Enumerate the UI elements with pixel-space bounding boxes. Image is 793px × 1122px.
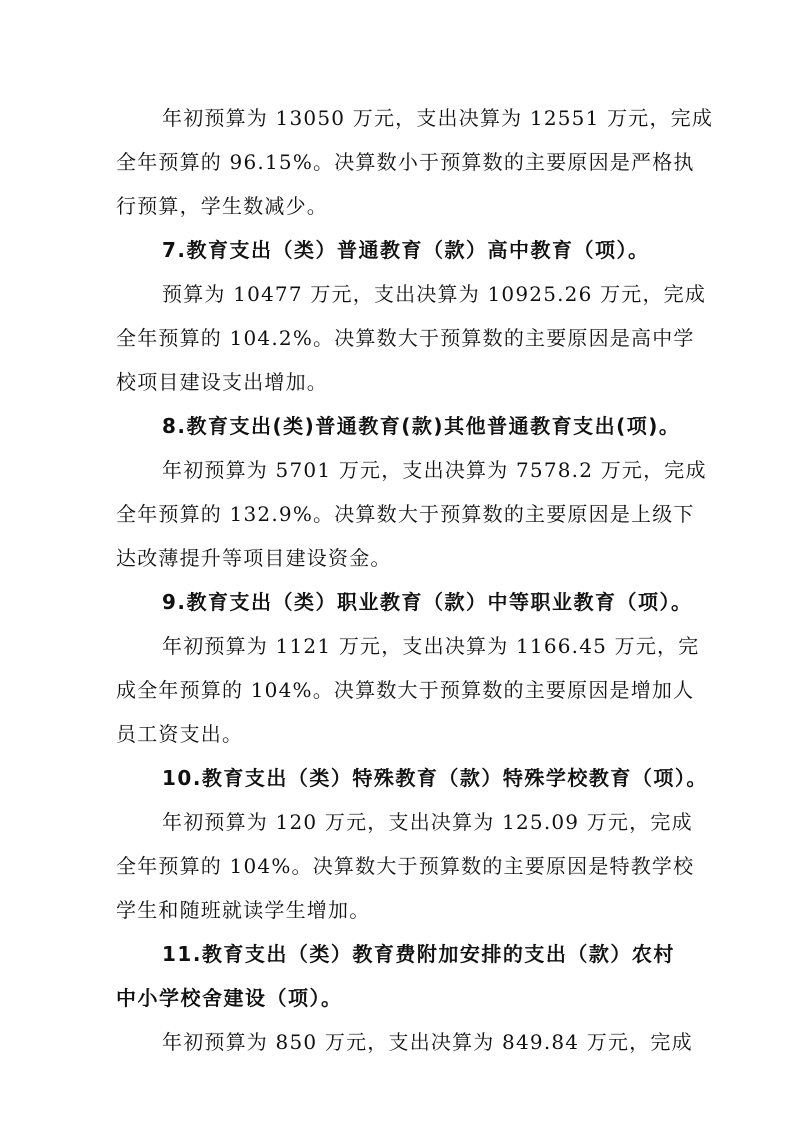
paragraph-line: 达改薄提升等项目建设资金。 [116, 546, 392, 570]
paragraph-line: 全年预算的 104.2%。决算数大于预算数的主要原因是高中学 [116, 326, 695, 350]
section-heading-11: 11.教育支出（类）教育费附加安排的支出（款）农村 [162, 942, 675, 966]
section-heading-8: 8.教育支出(类)普通教育(款)其他普通教育支出(项)。 [162, 414, 681, 438]
paragraph-line: 年初预算为 120 万元，支出决算为 125.09 万元，完成 [162, 810, 693, 834]
paragraph-line: 行预算，学生数减少。 [116, 194, 328, 218]
paragraph-line: 校项目建设支出增加。 [116, 370, 328, 394]
paragraph-line: 员工资支出。 [116, 722, 244, 746]
paragraph-line: 全年预算的 96.15%。决算数小于预算数的主要原因是严格执 [116, 150, 695, 174]
paragraph-line: 年初预算为 850 万元，支出决算为 849.84 万元，完成 [162, 1030, 693, 1054]
paragraph-line: 全年预算的 132.9%。决算数大于预算数的主要原因是上级下 [116, 502, 695, 526]
section-heading-7: 7.教育支出（类）普通教育（款）高中教育（项）。 [162, 238, 650, 262]
section-heading-10: 10.教育支出（类）特殊教育（款）特殊学校教育（项）。 [162, 766, 708, 790]
paragraph-line: 预算为 10477 万元，支出决算为 10925.26 万元，完成 [162, 282, 707, 306]
paragraph-line: 成全年预算的 104%。决算数大于预算数的主要原因是增加人 [116, 678, 695, 702]
section-heading-9: 9.教育支出（类）职业教育（款）中等职业教育（项）。 [162, 590, 693, 614]
paragraph-line: 年初预算为 5701 万元，支出决算为 7578.2 万元，完成 [162, 458, 707, 482]
paragraph-line: 学生和随班就读学生增加。 [116, 898, 371, 922]
document-body [116, 96, 714, 1064]
paragraph-line: 年初预算为 1121 万元，支出决算为 1166.45 万元，完 [162, 634, 700, 658]
paragraph-line: 全年预算的 104%。决算数大于预算数的主要原因是特教学校 [116, 854, 695, 878]
section-heading-11-cont: 中小学校舍建设（项）。 [116, 986, 343, 1010]
paragraph-line: 年初预算为 13050 万元，支出决算为 12551 万元，完成 [162, 106, 714, 130]
